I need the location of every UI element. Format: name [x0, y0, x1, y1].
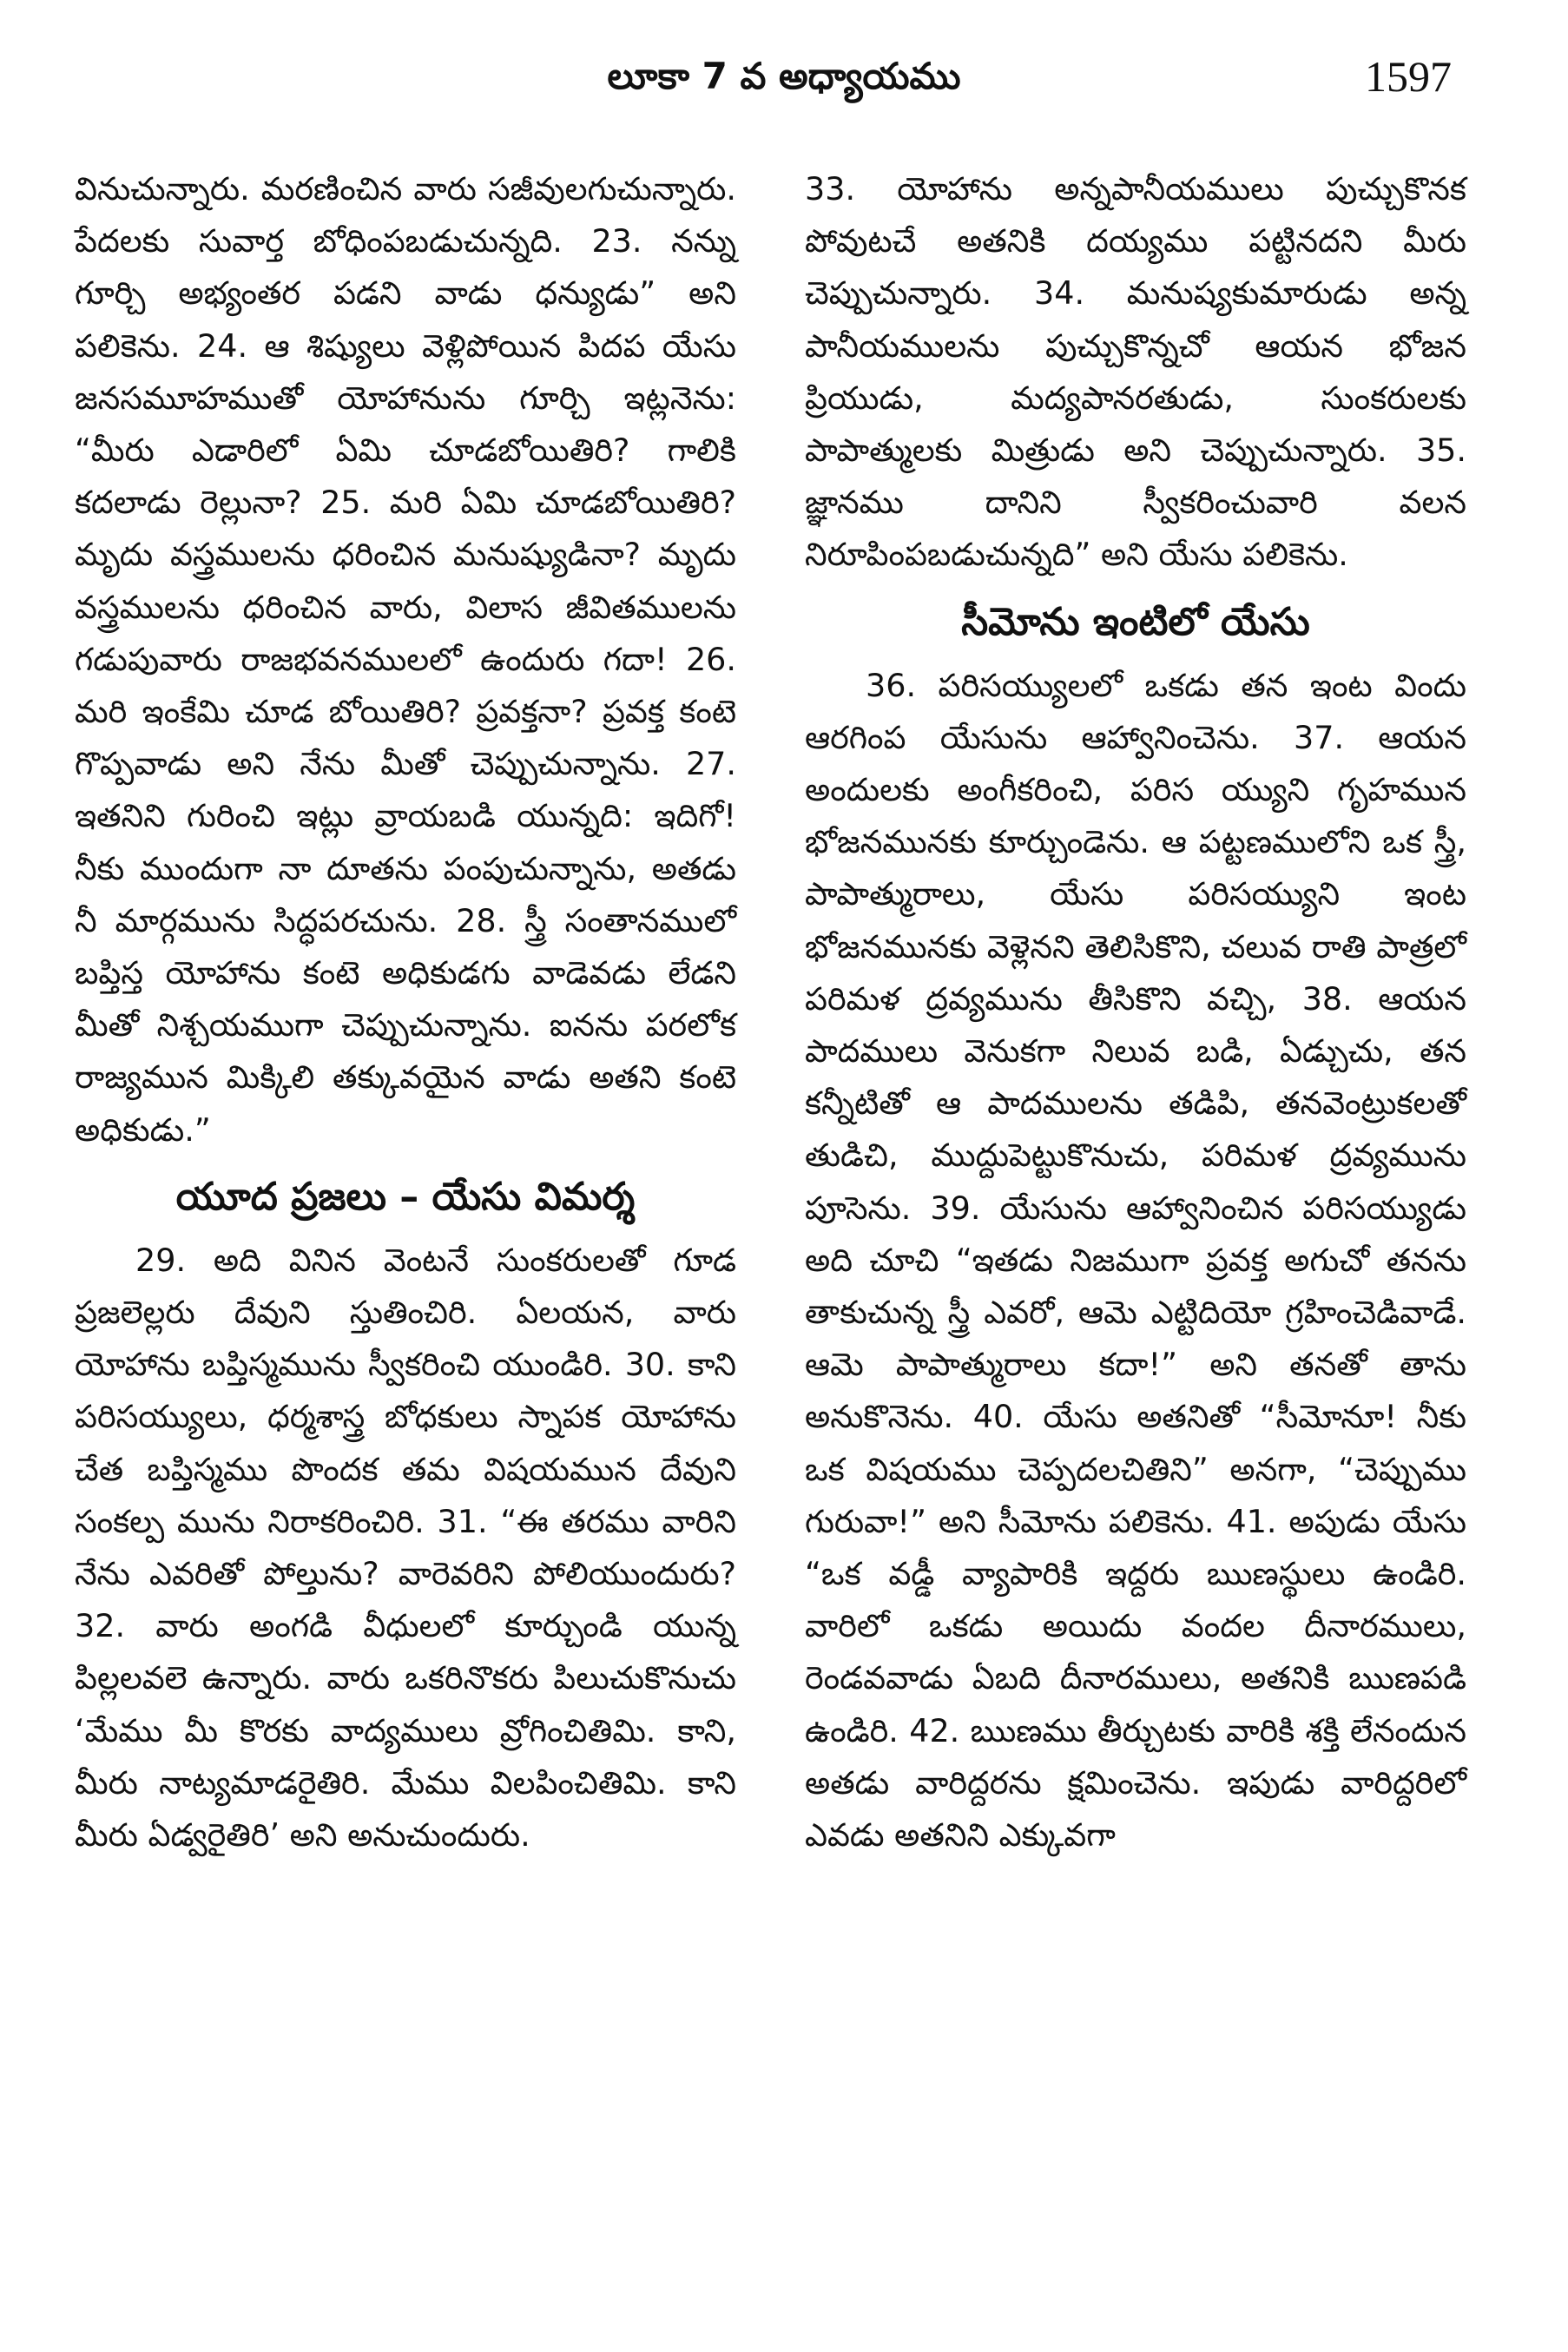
paragraph: వినుచున్నారు. మరణించిన వారు సజీవులగుచున్నారు. పేదలకు సువార్త బోధింపబడుచున్నది. 23. నన్ను గూర్చి అభ్యంతర పడని వాడు ధన్యుడు” అని పలికెను. 24. ఆ శిష్యులు వెళ్లిపోయిన పిదప యేసు జనసమూహముతో యోహానును గూర్చి ఇట్లనెను: “మీరు ఎడారిలో ఏమి చూడబోయితిరి? గాలికి కదలాడు రెల్లునా? 25. మరి ఏమి చూడబోయితిరి? మృదు వస్త్రములను ధరించిన మనుష్యుడినా? మృదు వస్త్రములను ధరించిన వారు, విలాస జీవితములను గడుపువారు రాజభవనములలో ఉందురు గదా! 26. మరి ఇంకేమి చూడ బోయితిరి? ప్రవక్తనా? ప్రవక్త కంటె గొప్పవాడు అని నేను మీతో చెప్పుచున్నాను. 27. ఇతనిని గురించి ఇట్లు వ్రాయబడి యున్నది: ఇదిగో! నీకు ముందుగా నా దూతను పంపుచున్నాను, అతడు నీ మార్గమును సిద్ధపరచును. 28. స్త్రీ సంతానములో బప్తిస్త యోహాను కంటె అధికుడగు వాడెవడు లేడని మీతో నిశ్చయముగా చెప్పుచున్నాను. ఐనను పరలోక రాజ్యమున మిక్కిలి తక్కువయైన వాడు అతని కంటె అధికుడు.”: [75, 170, 736, 1149]
running-title: లూకా 7 వ అధ్యాయము: [607, 55, 961, 97]
right-column: [805, 163, 1466, 1861]
paragraph: 29. అది వినిన వెంటనే సుంకరులతో గూడ ప్రజలెల్లరు దేవుని స్తుతించిరి. ఏలయన, వారు యోహాను బప్తిస్మమును స్వీకరించి యుండిరి. 30. కాని పరిసయ్యులు, ధర్మశాస్త్ర బోధకులు స్నాపక యోహాను చేత బప్తిస్మము పొందక తమ విషయమున దేవుని సంకల్ప మును నిరాకరించిరి. 31. “ఈ తరము వారిని నేను ఎవరితో పోల్తును? వారెవరిని పోలియుందురు? 32. వారు అంగడి వీధులలో కూర్చుండి యున్న పిల్లలవలె ఉన్నారు. వారు ఒకరినొకరు పిలుచుకొనుచు ‘మేము మీ కొరకు వాద్యములు వ్రోగించితిమి. కాని, మీరు నాట్యమాడరైతిరి. మేము విలపించితిమి. కాని మీరు ఏడ్వరైతిరి’ అని అనుచుందురు.: [75, 1241, 736, 1855]
page-number: 1597: [1365, 52, 1452, 101]
paragraph: 33. యోహాను అన్నపానీయములు పుచ్చుకొనక పోవుటచే అతనికి దయ్యము పట్టినదని మీరు చెప్పుచున్నారు. 34. మనుష్యకుమారుడు అన్న పానీయములను పుచ్చుకొన్నచో ఆయన భోజన ప్రియుడు, మద్యపానరతుడు, సుంకరులకు పాపాత్ములకు మిత్రుడు అని చెప్పుచున్నారు. 35. జ్ఞానము దానిని స్వీకరించువారి వలన నిరూపింపబడుచున్నది” అని యేసు పలికెను.: [805, 170, 1466, 574]
section-heading: యూద ప్రజలు – యేసు విమర్శ: [175, 1174, 636, 1219]
paragraph: 36. పరిసయ్యులలో ఒకడు తన ఇంట విందు ఆరగింప యేసును ఆహ్వానించెను. 37. ఆయన అందులకు అంగీకరించి, పరిస య్యుని గృహమున భోజనమునకు కూర్చుండెను. ఆ పట్టణములోని ఒక స్త్రీ, పాపాత్మురాలు, యేసు పరిసయ్యుని ఇంట భోజనమునకు వెళ్లెనని తెలిసికొని, చలువ రాతి పాత్రలో పరిమళ ద్రవ్యమును తీసికొని వచ్చి, 38. ఆయన పాదములు వెనుకగా నిలువ బడి, ఏడ్చుచు, తన కన్నీటితో ఆ పాదములను తడిపి, తనవెంట్రుకలతో తుడిచి, ముద్దుపెట్టుకొనుచు, పరిమళ ద్రవ్యమును పూసెను. 39. యేసును ఆహ్వానించిన పరిసయ్యుడు అది చూచి “ఇతడు నిజముగా ప్రవక్త అగుచో తనను తాకుచున్న స్త్రీ ఎవరో, ఆమె ఎట్టిదియో గ్రహించెడివాడే. ఆమె పాపాత్మురాలు కదా!” అని తనతో తాను అనుకొనెను. 40. యేసు అతనితో “సీమోనూ! నీకు ఒక విషయము చెప్పదలచితిని” అనగా, “చెప్పుము గురువా!” అని సీమోను పలికెను. 41. అపుడు యేసు “ఒక వడ్డీ వ్యాపారికి ఇద్దరు ఋణస్థులు ఉండిరి. వారిలో ఒకడు అయిదు వందల దీనారములు, రెండవవాడు ఏబది దీనారములు, అతనికి ఋణపడి ఉండిరి. 42. ఋణము తీర్చుటకు వారికి శక్తి లేనందున అతడు వారిద్దరను క్షమించెను. ఇపుడు వారిద్దరిలో ఎవడు అతనిని ఎక్కువగా: [805, 666, 1466, 1855]
section-heading: సీమోను ఇంటిలో యేసు: [961, 599, 1310, 644]
left-column: [75, 163, 736, 1861]
running-header: [0, 50, 1568, 120]
